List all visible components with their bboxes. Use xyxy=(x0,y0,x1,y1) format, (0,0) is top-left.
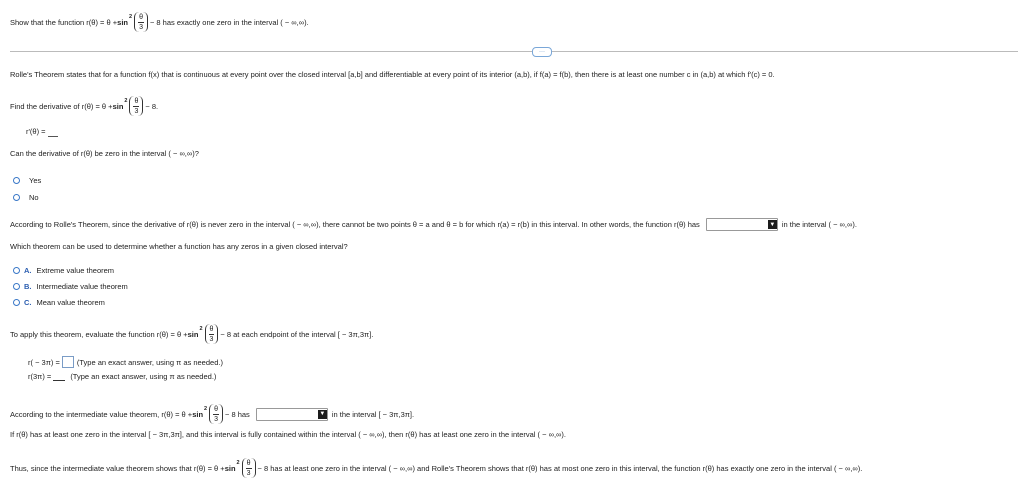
theorem-option-a[interactable]: A. Extreme value theorem xyxy=(13,266,114,275)
derivative-prompt: Find the derivative of r(θ) = θ + sin 2 $\frac{\theta}{3}$ − 8. xyxy=(10,97,159,115)
zeros-dropdown[interactable] xyxy=(706,218,778,231)
zero-question: Can the derivative of r(θ) be zero in the interval ( − ∞,∞)? xyxy=(10,149,199,158)
sin-squared-term: sin 2 $\frac{\theta}{3}$ xyxy=(225,458,258,478)
radio-icon[interactable] xyxy=(13,299,20,306)
rolle-statement: Rolle's Theorem states that for a function f(x) that is continuous at every point over the closed interval [a,b] and differentiable at every point of its interior (a,b), if f(a) = f(b), then there is at least one number c in (a,b) at which f'(c) = 0. xyxy=(10,70,775,79)
which-theorem-question: Which theorem can be used to determine whether a function has any zeros in a given closed interval? xyxy=(10,242,348,251)
radio-icon[interactable] xyxy=(13,177,20,184)
derivative-label: r'(θ) = xyxy=(26,127,46,136)
apply-prompt: To apply this theorem, evaluate the function r(θ) = θ + sin 2 $\frac{\theta}{3}$ − 8 at each endpoint of the interval [ − 3π,3π]. xyxy=(10,325,374,343)
radio-icon[interactable] xyxy=(13,283,20,290)
r-neg-input[interactable] xyxy=(62,356,74,368)
ivt-zeros-dropdown[interactable] xyxy=(256,408,328,421)
show-more-button[interactable]: ··· xyxy=(532,47,552,57)
divider xyxy=(10,51,1018,52)
sin-squared-term: sin 2 $\frac{\theta}{3}$ xyxy=(117,12,150,32)
sin-squared-term: sin 2 $\frac{\theta}{3}$ xyxy=(192,404,225,424)
ivt-statement: According to the intermediate value theorem, r(θ) = θ + sin 2 $\frac{\theta}{3}$ − 8 has ▼ in the interval [ − 3π,3π]. xyxy=(10,405,415,423)
problem-prefix: Show that the function r(θ) = θ + xyxy=(10,17,118,27)
radio-icon[interactable] xyxy=(13,267,20,274)
theorem-option-b[interactable]: B. Intermediate value theorem xyxy=(13,282,128,291)
r-pos-row: r(3π) = (Type an exact answer, using π as needed.) xyxy=(28,371,217,381)
sin-squared-term: sin 2 $\frac{\theta}{3}$ xyxy=(188,324,221,344)
r-pos-input[interactable] xyxy=(53,371,65,381)
problem-statement xyxy=(10,12,309,32)
radio-icon[interactable] xyxy=(13,194,20,201)
problem-suffix: − 8 has exactly one zero in the interval ( − ∞,∞). xyxy=(149,17,309,27)
derivative-answer-row xyxy=(26,126,58,137)
theorem-option-c[interactable]: C. Mean value theorem xyxy=(13,298,105,307)
derivative-input[interactable] xyxy=(48,126,58,137)
sin-squared-term: sin 2 $\frac{\theta}{3}$ xyxy=(113,96,146,116)
rolle-conclusion: According to Rolle's Theorem, since the derivative of r(θ) is never zero in the interval ( − ∞,∞), there cannot be two points θ = a and θ = b for which r(a) = r(b) in this interval. In other words, the function r(θ) has ▼ in the interval ( − ∞,∞). xyxy=(10,220,857,229)
chevron-down-icon: ▼ xyxy=(319,411,326,417)
thus-statement: Thus, since the intermediate value theorem shows that r(θ) = θ + sin 2 $\frac{\theta}{3}$ − 8 has at least one zero in the interval ( − ∞,∞) and Rolle's Theorem shows that r(θ) has at most one zero in this interval, the function r(θ) has exactly one zero in the interval ( − ∞,∞). xyxy=(10,459,863,477)
chevron-down-icon: ▼ xyxy=(769,221,776,228)
option-yes[interactable]: Yes xyxy=(13,176,41,185)
option-no[interactable]: No xyxy=(13,193,39,202)
r-neg-row: r( − 3π) = (Type an exact answer, using π as needed.) xyxy=(28,357,223,367)
if-statement: If r(θ) has at least one zero in the interval [ − 3π,3π], and this interval is fully contained within the interval ( − ∞,∞), then r(θ) has at least one zero in the interval ( − ∞,∞). xyxy=(10,430,566,439)
